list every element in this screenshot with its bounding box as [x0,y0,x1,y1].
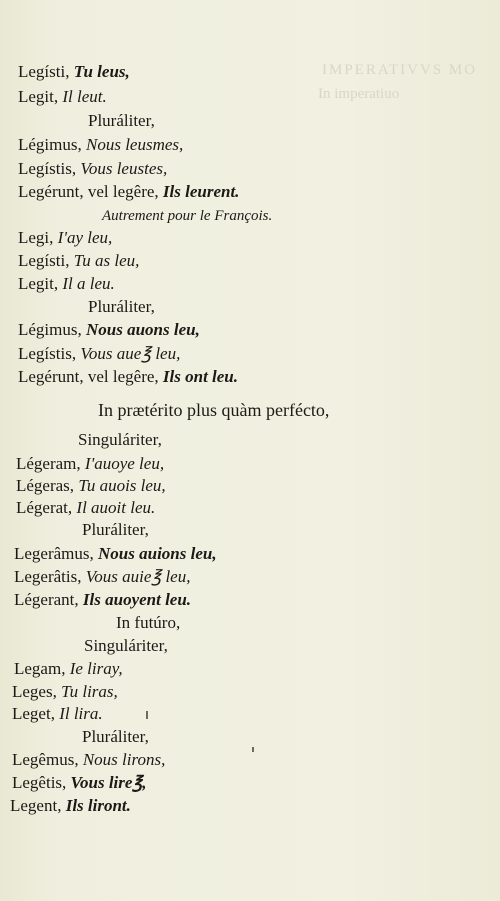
section-heading: Pluráliter, [88,111,155,130]
bleed-through-text: IMPERATIVVS MO [322,62,478,78]
french-translation: Vous auie℥ leu, [85,567,191,586]
conjugation-line [10,796,131,816]
latin-form: Leges, [12,682,57,701]
section-heading: Singuláriter, [78,430,162,449]
conjugation-line [16,454,164,474]
conjugation-line [16,476,166,496]
conjugation-line [18,344,180,364]
french-translation: Ils auoyent leu. [82,590,192,609]
french-translation: Tu liras, [61,682,118,701]
latin-form: Legêtis, [12,773,67,792]
french-translation: I'ay leu, [57,228,113,247]
latin-form: Legístis, [18,159,77,178]
latin-form: Légeras, [16,476,75,495]
conjugation-line [18,228,112,248]
conjugation-line [14,659,123,679]
french-translation: Il lira. [59,704,103,723]
latin-form: Legístis, [18,344,77,363]
conjugation-line [18,367,238,387]
conjugation-line [12,773,147,793]
latin-form: Legit, [18,87,59,106]
french-translation: Il leut. [62,87,107,106]
french-translation: Tu as leu, [73,251,140,270]
french-translation: Nous lirons, [82,750,166,769]
print-mark [146,711,148,719]
latin-form: Legísti, [18,251,70,270]
conjugation-line [12,682,118,702]
latin-form: Légeram, [16,454,81,473]
conjugation-line [18,135,183,155]
latin-form: Legísti, [18,62,70,81]
french-translation: Nous leusmes, [86,135,184,154]
conjugation-line [18,87,107,107]
conjugation-line [14,590,191,610]
bleed-through-text: In imperatiuo [318,86,400,102]
french-translation: Il auoit leu. [76,498,156,517]
section-heading: Singuláriter, [84,636,168,655]
french-translation: Il a leu. [62,274,115,293]
french-translation: Vous lire℥, [70,773,147,792]
section-heading: Pluráliter, [88,297,155,316]
latin-form: Legit, [18,274,59,293]
conjugation-line [16,498,155,518]
latin-form: Legérunt, vel legêre, [18,182,159,201]
latin-form: Légerant, [14,590,79,609]
conjugation-line [18,251,139,271]
print-mark [252,747,254,752]
conjugation-line [12,704,103,724]
latin-form: Legêmus, [12,750,79,769]
latin-form: Legerâmus, [14,544,94,563]
conjugation-line [12,750,165,770]
french-translation: Nous auions leu, [98,544,217,563]
latin-form: Legerâtis, [14,567,82,586]
latin-form: Legi, [18,228,54,247]
french-translation: I'auoye leu, [84,454,165,473]
conjugation-line [18,182,239,202]
french-translation: Vous aue℥ leu, [80,344,181,363]
latin-form: Légimus, [18,135,82,154]
latin-form: Legérunt, vel legêre, [18,367,159,386]
tense-heading: In prætérito plus quàm perfécto, [98,400,330,420]
french-translation: Ils liront. [65,796,131,815]
section-heading: Pluráliter, [82,727,149,746]
latin-form: Légimus, [18,320,82,339]
french-translation: Vous leustes, [80,159,168,178]
conjugation-line [18,274,115,294]
french-translation: Ils ont leu. [162,367,239,386]
french-translation: Ie liray, [69,659,123,678]
conjugation-line [18,159,167,179]
french-translation: Tu auois leu, [78,476,166,495]
conjugation-line [18,62,130,82]
conjugation-line [18,320,200,340]
conjugation-line [14,567,190,587]
section-heading: Autrement pour le François. [102,208,273,224]
section-heading: Pluráliter, [82,520,149,539]
french-translation: Nous auons leu, [86,320,200,339]
french-translation: Tu leus, [73,62,130,81]
french-translation: Ils leurent. [162,182,240,201]
latin-form: Leget, [12,704,55,723]
latin-form: Légerat, [16,498,73,517]
section-heading: In futúro, [116,613,181,632]
conjugation-line [14,544,217,564]
latin-form: Legam, [14,659,66,678]
latin-form: Legent, [10,796,62,815]
